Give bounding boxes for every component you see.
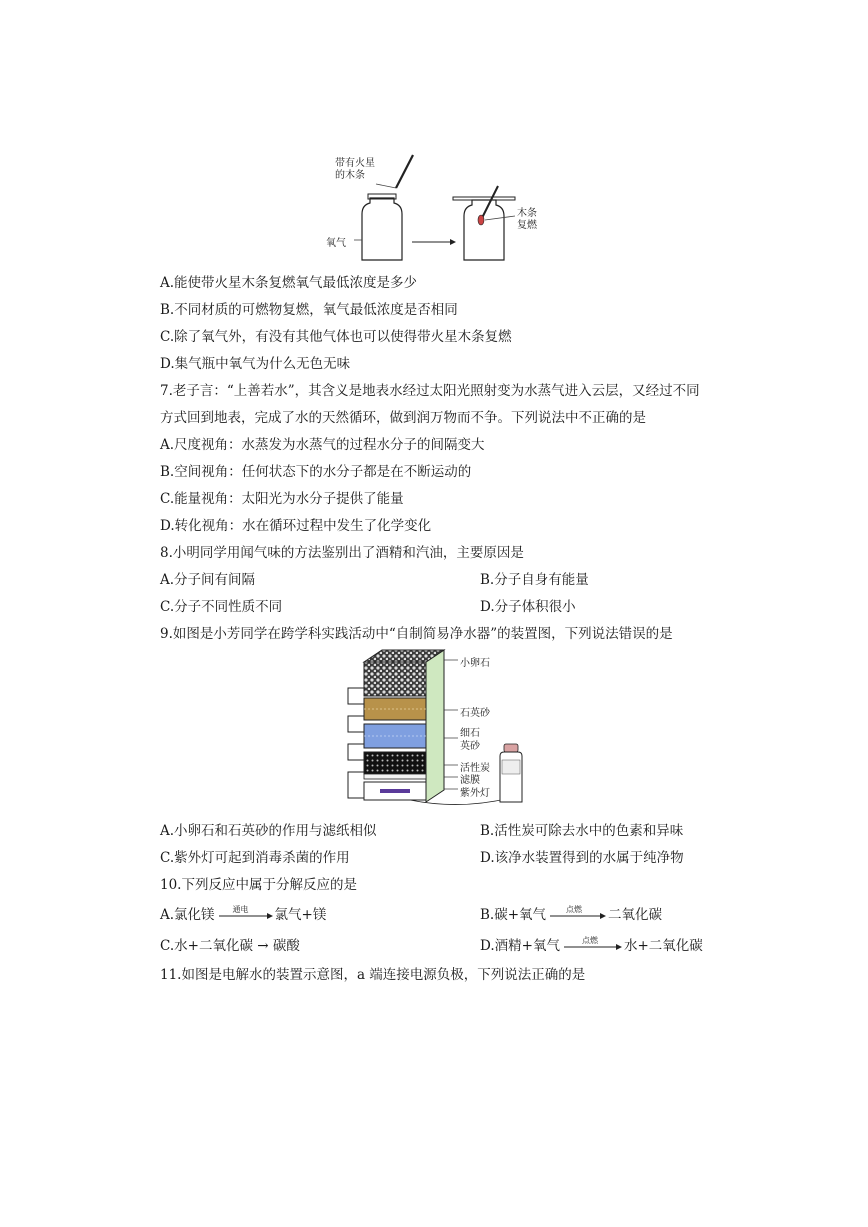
q7-stem-line2: 方式回到地表，完成了水的天然循环，做到润万物而不争。下列说法中不正确的是: [160, 410, 646, 426]
arrow-icon: [215, 906, 275, 924]
q9-option-b: B.活性炭可除去水中的色素和异味: [480, 823, 684, 839]
water-purifier-drawing: [340, 648, 540, 812]
q6-option-a: A.能使带火星木条复燃氧气最低浓度是多少: [160, 275, 418, 291]
q6-option-b: B.不同材质的可燃物复燃，氧气最低浓度是否相同: [160, 302, 458, 318]
oxygen-label: 氧气: [326, 238, 346, 249]
q10-d-product: 水+二氧化碳: [623, 938, 703, 954]
fine-sand-label-2: 英砂: [460, 741, 480, 752]
pebble-label: 小卵石: [460, 658, 490, 669]
q10-b-condition: 点燃: [566, 905, 583, 914]
uv-lamp-label: 紫外灯: [460, 788, 490, 799]
q7-option-c: C.能量视角：太阳光为水分子提供了能量: [160, 491, 404, 507]
q8-option-c: C.分子不同性质不同: [160, 599, 283, 615]
arrow-icon: [546, 906, 608, 924]
q10-d-arrow: [560, 937, 624, 955]
q10-option-d: [480, 937, 703, 955]
q10-option-b: [480, 906, 662, 924]
q9-option-c: C.紫外灯可起到消毒杀菌的作用: [160, 850, 350, 866]
oxygen-test-figure: [310, 150, 560, 265]
carbon-label: 活性炭: [460, 763, 490, 774]
q10-b-reactant: B.碳+氧气: [480, 907, 547, 923]
q10-option-a: [160, 906, 326, 924]
q9-option-a: A.小卵石和石英砂的作用与滤纸相似: [160, 823, 377, 839]
q7-stem-line1: 7.老子言：“上善若水”，其含义是地表水经过太阳光照射变为水蒸气进入云层，又经过不同: [160, 383, 700, 399]
water-purifier-figure: [340, 648, 540, 812]
q10-a-condition: 通电: [232, 905, 249, 914]
q10-option-c: C.水+二氧化碳 → 碳酸: [160, 938, 300, 954]
q8-stem: 8.小明同学用闻气味的方法鉴别出了酒精和汽油，主要原因是: [160, 545, 524, 561]
q10-d-reactant: D.酒精+氧气: [480, 938, 560, 954]
q6-option-d: D.集气瓶中氧气为什么无色无味: [160, 356, 351, 372]
arrow-icon: [560, 937, 624, 955]
q10-b-product: 二氧化碳: [608, 907, 663, 923]
membrane-label: 滤膜: [460, 775, 480, 786]
q8-option-a: A.分子间有间隔: [160, 572, 256, 588]
q10-stem: 10.下列反应中属于分解反应的是: [160, 877, 357, 893]
q9-stem: 9.如图是小芳同学在跨学科实践活动中“自制简易净水器”的装置图，下列说法错误的是: [160, 626, 673, 642]
q11-stem: 11.如图是电解水的装置示意图，a 端连接电源负极，下列说法正确的是: [160, 967, 586, 983]
q10-d-condition: 点燃: [581, 936, 598, 945]
quartz-label: 石英砂: [460, 708, 490, 719]
q7-option-d: D.转化视角：水在循环过程中发生了化学变化: [160, 518, 432, 534]
q10-b-arrow: [546, 906, 608, 924]
q10-a-reactant: A.氯化镁: [160, 907, 215, 923]
q6-option-c: C.除了氧气外，有没有其他气体也可以使得带火星木条复燃: [160, 329, 512, 345]
fine-sand-label-1: 细石: [460, 728, 480, 739]
splint-label: 带有火星的木条: [335, 158, 375, 181]
q7-option-a: A.尺度视角：水蒸发为水蒸气的过程水分子的间隔变大: [160, 437, 485, 453]
q8-option-d: D.分子体积很小: [480, 599, 576, 615]
q8-option-b: B.分子自身有能量: [480, 572, 589, 588]
q10-a-product: 氯气+镁: [274, 907, 327, 923]
q10-a-arrow: [215, 906, 275, 924]
rekindle-label: 木条复燃: [517, 208, 537, 231]
q7-option-b: B.空间视角：任何状态下的水分子都是在不断运动的: [160, 464, 472, 480]
q9-option-d: D.该净水装置得到的水属于纯净物: [480, 850, 684, 866]
